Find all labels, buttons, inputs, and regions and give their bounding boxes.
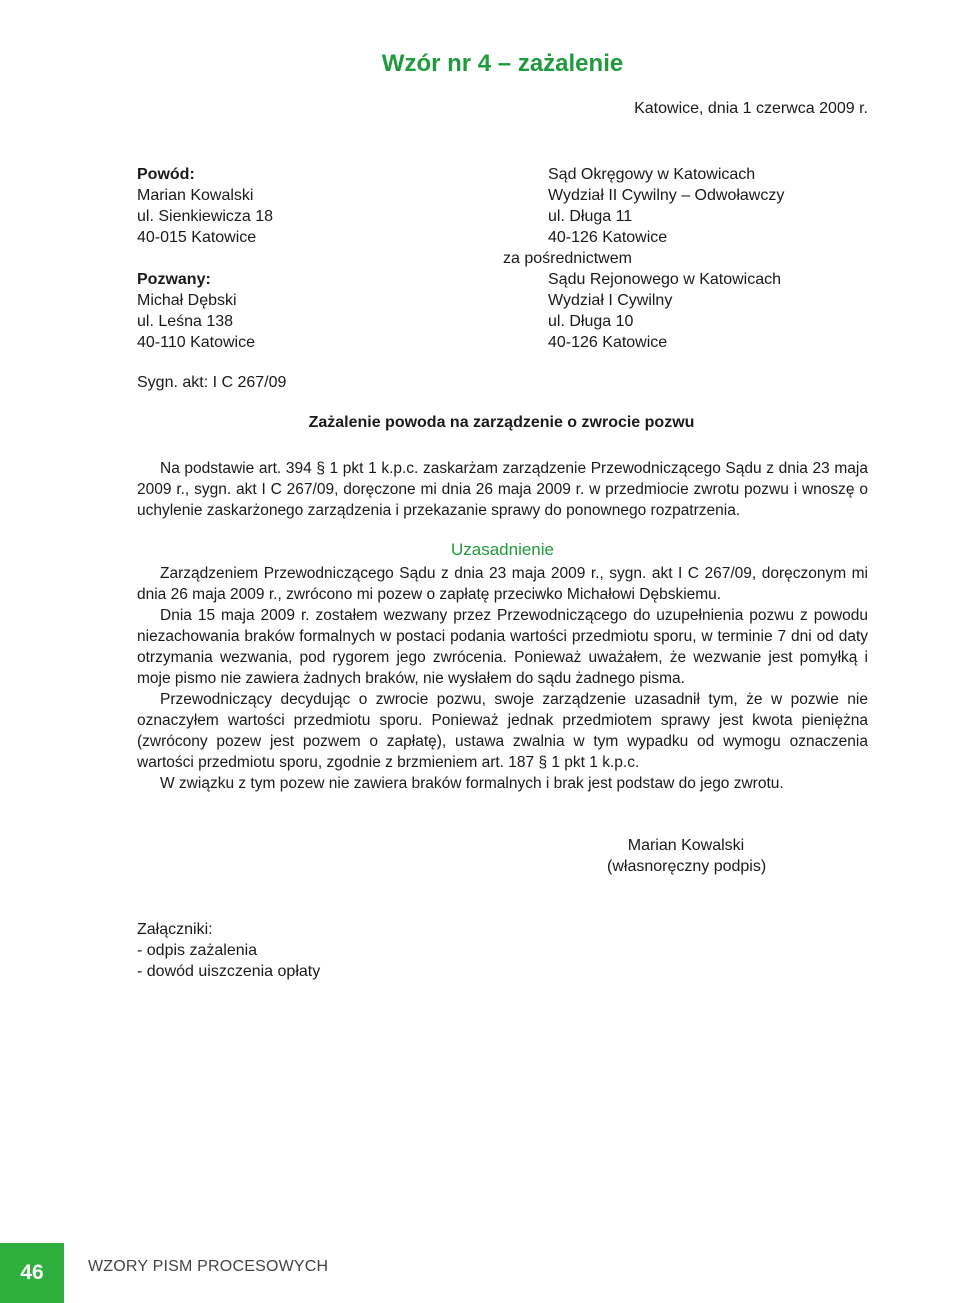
defendant-city: 40-110 Katowice — [137, 334, 255, 351]
page-number: 46 — [20, 1261, 44, 1284]
justification-heading: Uzasadnienie — [450, 540, 554, 559]
date-line: Katowice, dnia 1 czerwca 2009 r. — [634, 100, 868, 117]
court2-name: Sądu Rejonowego w Katowicach — [548, 271, 782, 288]
signature-name: Marian Kowalski — [627, 837, 745, 854]
plaintiff-label: Powód: — [137, 166, 195, 183]
court2-city: 40-126 Katowice — [548, 334, 668, 351]
court2-street: ul. Długa 10 — [548, 313, 634, 330]
page-number-box — [0, 1243, 64, 1303]
attachment-item: - dowód uiszczenia opłaty — [137, 963, 321, 980]
plaintiff-street: ul. Sienkiewicza 18 — [137, 208, 274, 225]
justification-paragraph: Przewodniczący decydując o zwrocie pozwu, swoje zarządzenie uzasadnił tym, że w pozwie nie oznaczyłem wartości przedmiotu sporu. Ponieważ jednak przedmiotem sprawy jest kwota pieniężna (zwrócony pozew jest pozwem o zapłatę), ustawa zwalnia w tym wypadku od wymogu oznaczenia wartości przedmiotu sporu, zgodnie z brzmieniem art. 187 § 1 pkt 1 k.p.c. — [137, 691, 868, 771]
document-heading: Zażalenie powoda na zarządzenie o zwrocie pozwu — [308, 414, 695, 431]
court2-division: Wydział I Cywilny — [548, 292, 673, 309]
court1-name: Sąd Okręgowy w Katowicach — [548, 166, 756, 183]
signature-note: (własnoręczny podpis) — [607, 858, 767, 875]
plaintiff-name: Marian Kowalski — [137, 187, 254, 204]
via-line: za pośrednictwem — [503, 250, 632, 267]
attachments-label: Załączniki: — [137, 921, 213, 938]
court1-street: ul. Długa 11 — [548, 208, 633, 225]
court1-city: 40-126 Katowice — [548, 229, 668, 246]
defendant-street: ul. Leśna 138 — [137, 313, 234, 330]
plaintiff-city: 40-015 Katowice — [137, 229, 257, 246]
case-signature: Sygn. akt: I C 267/09 — [137, 374, 287, 391]
justification-paragraph: W związku z tym pozew nie zawiera braków formalnych i brak jest podstaw do jego zwrotu. — [160, 775, 784, 792]
defendant-label: Pozwany: — [137, 271, 211, 288]
court1-division: Wydział II Cywilny – Odwoławczy — [548, 187, 785, 204]
justification-paragraph: Dnia 15 maja 2009 r. zostałem wezwany przez Przewodniczącego do uzupełnienia pozwu z powodu niezachowania braków formalnych w postaci podania wartości przedmiotu sporu, w terminie 7 dni od daty otrzymania wezwania, pod rygorem jego zwrócenia. Ponieważ uważałem, że wezwanie jest pomyłką i moje pismo nie zawiera żadnych braków, nie wysłałem do sądu żadnego pisma. — [137, 607, 868, 687]
defendant-name: Michał Dębski — [137, 292, 237, 309]
footer-section-title: WZORY PISM PROCESOWYCH — [88, 1258, 329, 1275]
document-title: Wzór nr 4 – zażalenie — [381, 50, 624, 77]
justification-paragraph: Zarządzeniem Przewodniczącego Sądu z dnia 23 maja 2009 r., sygn. akt I C 267/09, doręczonym mi dnia 26 maja 2009 r., zwrócono mi pozew o zapłatę przeciwko Michałowi Dębskiemu. — [137, 565, 868, 603]
attachment-item: - odpis zażalenia — [137, 942, 258, 959]
intro-paragraph: Na podstawie art. 394 § 1 pkt 1 k.p.c. zaskarżam zarządzenie Przewodniczącego Sądu z dnia 23 maja 2009 r., sygn. akt I C 267/09, doręczone mi dnia 26 maja 2009 r. w przedmiocie zwrotu pozwu i wnoszę o uchylenie zaskarżonego zarządzenia i przekazanie sprawy do ponownego rozpatrzenia. — [137, 460, 868, 519]
